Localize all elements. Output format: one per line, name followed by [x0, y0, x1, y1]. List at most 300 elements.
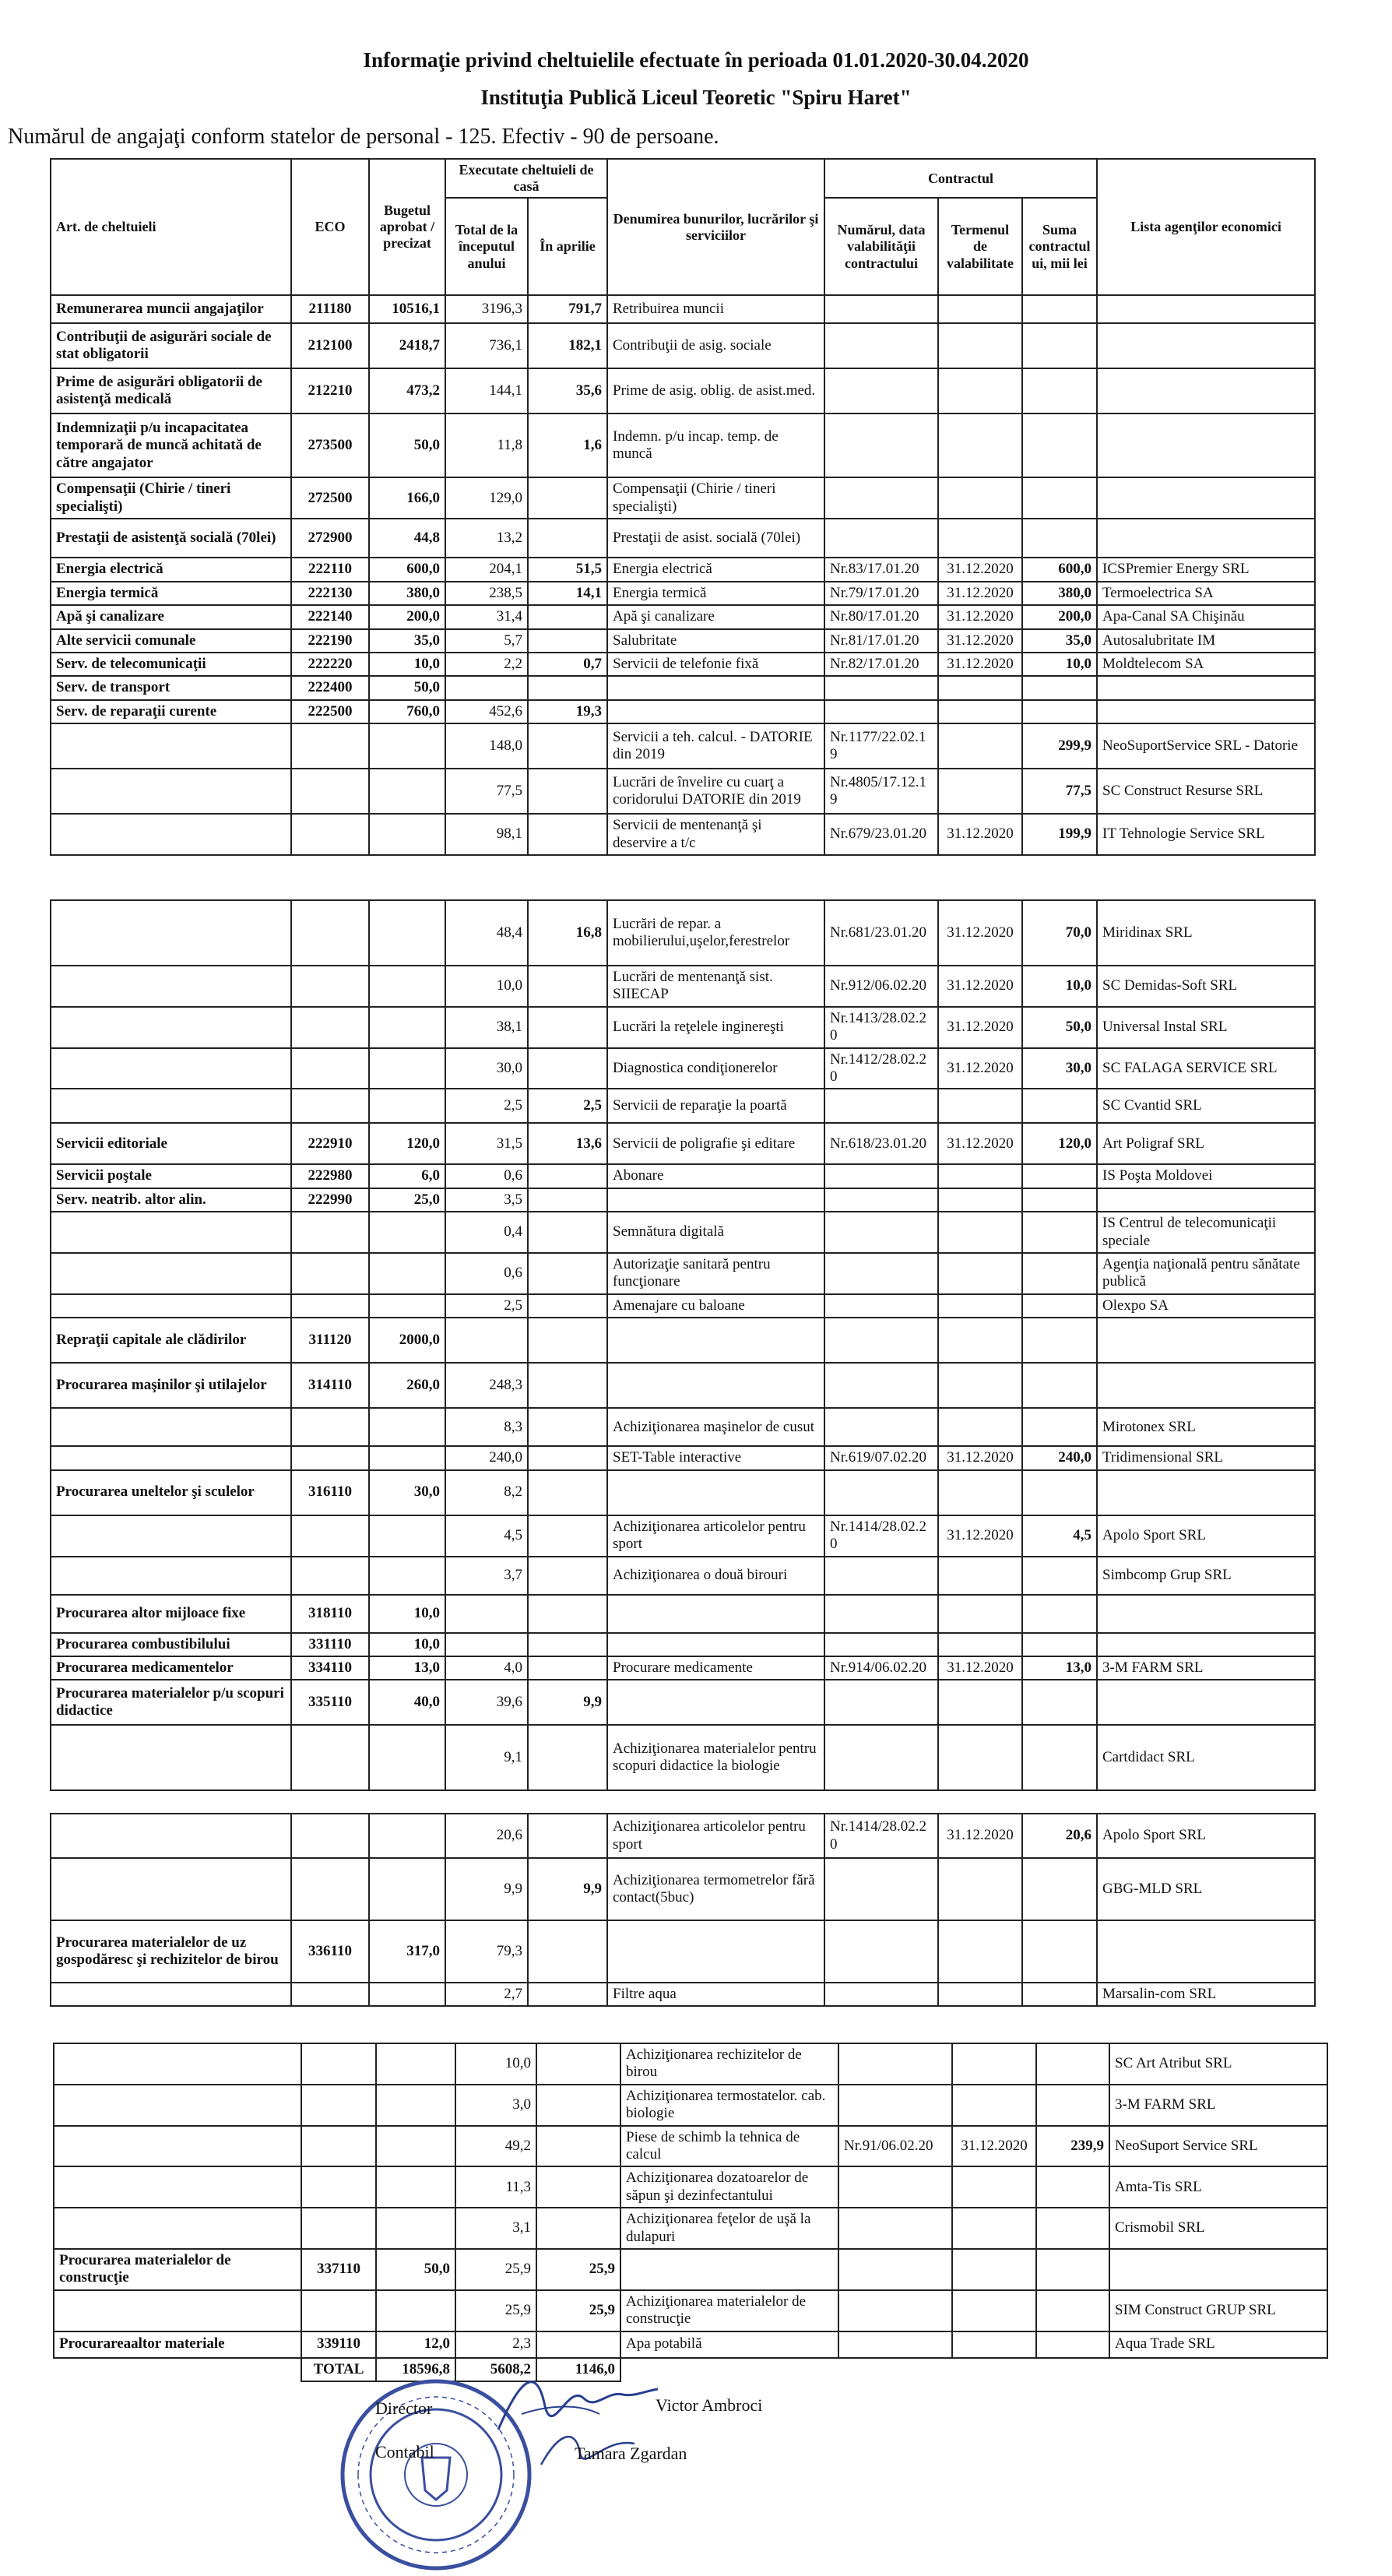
term-cell [952, 2166, 1036, 2208]
table-row [51, 323, 1315, 368]
art-cell: Procurarea altor mijloace fixe [51, 1595, 291, 1633]
goods-cell [607, 1595, 824, 1633]
sum-cell: 200,0 [1022, 605, 1097, 628]
eco-cell [301, 2208, 376, 2249]
art-cell: Prime de asigurări obligatorii de asistenţă medicală [51, 368, 291, 413]
art-cell [51, 1983, 291, 2006]
budget-cell: 10,0 [369, 653, 445, 676]
table-row [51, 1725, 1315, 1790]
goods-cell: Servicii de poligrafie şi editare [607, 1123, 824, 1164]
april-cell [528, 1188, 607, 1212]
goods-cell: Apa potabilă [620, 2331, 838, 2358]
table-row [54, 2166, 1327, 2208]
contract-number-cell [824, 1408, 938, 1446]
agent-cell [1097, 1188, 1315, 1212]
contract-number-cell [824, 413, 938, 477]
executed-total-cell: 5,7 [445, 629, 528, 653]
sum-cell: 600,0 [1022, 558, 1097, 581]
sum-cell [1036, 2331, 1109, 2358]
eco-cell [291, 1212, 369, 1253]
table-row [51, 653, 1315, 676]
table-row [54, 2331, 1327, 2358]
table-row [51, 1363, 1315, 1408]
budget-cell: 760,0 [369, 700, 445, 723]
executed-total-cell: 49,2 [455, 2126, 536, 2167]
executed-total-cell: 98,1 [445, 814, 528, 855]
eco-cell [291, 1725, 369, 1790]
goods-cell: Achiziţionarea articolelor pentru sport [607, 1814, 824, 1858]
term-cell: 31.12.2020 [938, 814, 1022, 855]
april-cell: 13,6 [528, 1123, 607, 1164]
term-cell [938, 1680, 1022, 1725]
budget-cell: 10,0 [369, 1633, 445, 1656]
table-row [51, 1408, 1315, 1446]
term-cell [952, 2085, 1036, 2126]
executed-total-cell: 3,5 [445, 1188, 528, 1212]
art-cell [54, 2085, 301, 2126]
budget-cell [369, 1446, 445, 1469]
budget-cell: 10516,1 [369, 295, 445, 323]
art-cell [51, 1515, 291, 1557]
executed-total-cell: 2,5 [445, 1294, 528, 1318]
art-cell [51, 1858, 291, 1920]
contract-number-cell [824, 1983, 938, 2006]
eco-cell [291, 769, 369, 814]
sum-cell [1022, 1920, 1097, 1983]
executed-total-cell: 9,1 [445, 1725, 528, 1790]
art-cell: Procurarea medicamentelor [51, 1656, 291, 1680]
agent-cell: SC Demidas-Soft SRL [1097, 966, 1315, 1007]
agent-cell: SC Art Atribut SRL [1109, 2043, 1327, 2085]
sum-cell: 10,0 [1022, 966, 1097, 1007]
term-cell [938, 519, 1022, 558]
eco-cell: 331110 [291, 1633, 369, 1656]
term-cell [938, 1294, 1022, 1318]
executed-total-cell: 0,6 [445, 1253, 528, 1294]
document-title: Informaţie privind cheltuielile efectuate în perioada 01.01.2020-30.04.2020 [363, 48, 1029, 72]
budget-cell: 120,0 [369, 1123, 445, 1164]
term-cell [938, 368, 1022, 413]
budget-cell: 40,0 [369, 1680, 445, 1725]
eco-cell: 222980 [291, 1164, 369, 1188]
term-cell [938, 1557, 1022, 1595]
april-cell [528, 1595, 607, 1633]
term-cell [938, 1408, 1022, 1446]
art-cell [51, 900, 291, 966]
contract-number-cell [838, 2043, 952, 2085]
agent-cell: Aqua Trade SRL [1109, 2331, 1327, 2358]
eco-cell: 222400 [291, 676, 369, 699]
col-executed: Executate cheltuieli de casă [445, 159, 607, 198]
goods-cell: Lucrări la reţelele inginereşti [607, 1007, 824, 1048]
april-cell: 1,6 [528, 413, 607, 477]
eco-cell: 222140 [291, 605, 369, 628]
term-cell [952, 2043, 1036, 2085]
goods-cell: Servicii de reparaţie la poartă [607, 1089, 824, 1123]
sum-cell [1036, 2085, 1109, 2126]
budget-cell: 166,0 [369, 477, 445, 519]
sum-cell: 13,0 [1022, 1656, 1097, 1680]
eco-cell: 222500 [291, 700, 369, 723]
april-cell [528, 1814, 607, 1858]
executed-total-cell: 9,9 [445, 1858, 528, 1920]
executed-total-cell: 0,4 [445, 1212, 528, 1253]
contract-number-cell [824, 1470, 938, 1515]
agent-cell [1097, 477, 1315, 519]
contract-number-cell [824, 519, 938, 558]
goods-cell: Servicii a teh. calcul. - DATORIE din 2019 [607, 723, 824, 769]
agent-cell: SC Construct Resurse SRL [1097, 769, 1315, 814]
budget-cell [376, 2126, 455, 2167]
term-cell: 31.12.2020 [938, 1515, 1022, 1557]
goods-cell: Prime de asig. oblig. de asist.med. [607, 368, 824, 413]
eco-cell [291, 1408, 369, 1446]
budget-cell: 317,0 [369, 1920, 445, 1983]
budget-cell [376, 2290, 455, 2331]
goods-cell: Semnătura digitală [607, 1212, 824, 1253]
sum-cell [1022, 1725, 1097, 1790]
goods-cell: Achiziţionarea dozatoarelor de săpun şi dezinfectantului [620, 2166, 838, 2208]
eco-cell: 314110 [291, 1363, 369, 1408]
executed-total-cell: 238,5 [445, 582, 528, 605]
term-cell [938, 723, 1022, 769]
eco-cell: 311120 [291, 1318, 369, 1363]
agent-cell: Marsalin-com SRL [1097, 1983, 1315, 2006]
executed-total-cell: 77,5 [445, 769, 528, 814]
term-cell [938, 700, 1022, 723]
agent-cell: Apa-Canal SA Chişinău [1097, 605, 1315, 628]
goods-cell [607, 1920, 824, 1983]
goods-cell [607, 700, 824, 723]
executed-total-cell: 39,6 [445, 1680, 528, 1725]
sum-cell: 299,9 [1022, 723, 1097, 769]
april-cell [528, 1920, 607, 1983]
budget-cell: 260,0 [369, 1363, 445, 1408]
table-row [51, 723, 1315, 769]
sum-cell: 120,0 [1022, 1123, 1097, 1164]
sum-cell: 20,6 [1022, 1814, 1097, 1858]
contract-number-cell [824, 1363, 938, 1408]
art-cell [51, 1557, 291, 1595]
goods-cell [607, 676, 824, 699]
budget-cell [376, 2043, 455, 2085]
term-cell [938, 413, 1022, 477]
goods-cell: Amenajare cu baloane [607, 1294, 824, 1318]
term-cell [938, 1253, 1022, 1294]
contract-number-cell: Nr.681/23.01.20 [824, 900, 938, 966]
sum-cell [1036, 2166, 1109, 2208]
executed-total-cell: 31,5 [445, 1123, 528, 1164]
executed-total-cell: 0,6 [445, 1164, 528, 1188]
goods-cell: Achiziţionarea articolelor pentru sport [607, 1515, 824, 1557]
goods-cell: Servicii de telefonie fixă [607, 653, 824, 676]
term-cell [938, 1212, 1022, 1253]
sum-cell [1022, 1212, 1097, 1253]
april-cell: 9,9 [528, 1680, 607, 1725]
art-cell [51, 1725, 291, 1790]
sum-cell [1022, 1363, 1097, 1408]
term-cell [938, 1595, 1022, 1633]
budget-cell: 35,0 [369, 629, 445, 653]
art-cell [51, 1048, 291, 1089]
term-cell: 31.12.2020 [938, 582, 1022, 605]
agent-cell: Tridimensional SRL [1097, 1446, 1315, 1469]
executed-total-cell [445, 1318, 528, 1363]
total-executed: 5608,2 [455, 2358, 536, 2381]
eco-cell: 211180 [291, 295, 369, 323]
april-cell: 9,9 [528, 1858, 607, 1920]
agent-cell [1097, 1680, 1315, 1725]
budget-cell: 473,2 [369, 368, 445, 413]
executed-total-cell [445, 1633, 528, 1656]
sum-cell [1022, 676, 1097, 699]
contract-number-cell [824, 700, 938, 723]
table-row [51, 814, 1315, 855]
contract-number-cell [824, 1294, 938, 1318]
table-row [51, 1446, 1315, 1469]
goods-cell: Apă şi canalizare [607, 605, 824, 628]
executed-total-cell: 2,3 [455, 2331, 536, 2358]
term-cell: 31.12.2020 [938, 629, 1022, 653]
contract-number-cell: Nr.1177/22.02.19 [824, 723, 938, 769]
director-name: Victor Ambroci [656, 2395, 763, 2415]
april-cell [528, 1446, 607, 1469]
executed-total-cell: 25,9 [455, 2249, 536, 2290]
goods-cell: Lucrări de învelire cu cuarţ a coridorului DATORIE din 2019 [607, 769, 824, 814]
term-cell [938, 1858, 1022, 1920]
budget-cell [369, 1858, 445, 1920]
agent-cell [1097, 368, 1315, 413]
executed-total-cell: 248,3 [445, 1363, 528, 1408]
col-sum: Suma contractului, mii lei [1022, 198, 1097, 295]
april-cell [528, 477, 607, 519]
executed-total-cell: 79,3 [445, 1920, 528, 1983]
table-row [51, 1253, 1315, 1294]
sum-cell [1022, 1557, 1097, 1595]
executed-total-cell: 25,9 [455, 2290, 536, 2331]
executed-total-cell: 13,2 [445, 519, 528, 558]
eco-cell [291, 1814, 369, 1858]
eco-cell: 316110 [291, 1470, 369, 1515]
contract-number-cell [824, 1318, 938, 1363]
agent-cell: Mirotonex SRL [1097, 1408, 1315, 1446]
executed-total-cell: 4,0 [445, 1656, 528, 1680]
eco-cell: 273500 [291, 413, 369, 477]
art-cell [51, 966, 291, 1007]
executed-total-cell: 2,7 [445, 1983, 528, 2006]
april-cell: 16,8 [528, 900, 607, 966]
art-cell: Procurarea combustibilului [51, 1633, 291, 1656]
april-cell [528, 966, 607, 1007]
table-row [51, 1595, 1315, 1633]
contract-number-cell: Nr.1414/28.02.20 [824, 1814, 938, 1858]
april-cell [528, 1983, 607, 2006]
sum-cell: 70,0 [1022, 900, 1097, 966]
table-row [51, 900, 1315, 966]
eco-cell: 222910 [291, 1123, 369, 1164]
contract-number-cell [824, 1212, 938, 1253]
april-cell [528, 1007, 607, 1048]
table-row [51, 1089, 1315, 1123]
goods-cell: Achiziţionarea termostatelor. cab. biologie [620, 2085, 838, 2126]
budget-cell [369, 723, 445, 769]
term-cell [938, 1318, 1022, 1363]
accountant-label: Contabil [375, 2442, 434, 2462]
budget-cell [369, 1294, 445, 1318]
goods-cell: Salubritate [607, 629, 824, 653]
goods-cell: Achiziţionarea materialelor de construcţie [620, 2290, 838, 2331]
eco-cell [291, 723, 369, 769]
april-cell [528, 1363, 607, 1408]
april-cell [528, 605, 607, 628]
term-cell [952, 2249, 1036, 2290]
art-cell: Procurarea maşinilor şi utilajelor [51, 1363, 291, 1408]
agent-cell: IS Centrul de telecomunicaţii speciale [1097, 1212, 1315, 1253]
april-cell [528, 1048, 607, 1089]
term-cell: 31.12.2020 [938, 1007, 1022, 1048]
contract-number-cell: Nr.83/17.01.20 [824, 558, 938, 581]
agent-cell: IS Poşta Moldovei [1097, 1164, 1315, 1188]
term-cell: 31.12.2020 [938, 1814, 1022, 1858]
term-cell: 31.12.2020 [938, 558, 1022, 581]
agent-cell: Art Poligraf SRL [1097, 1123, 1315, 1164]
budget-cell [369, 814, 445, 855]
contract-number-cell [824, 1089, 938, 1123]
table-row [54, 2126, 1327, 2167]
col-term: Termenul de valabilitate [938, 198, 1022, 295]
executed-total-cell: 31,4 [445, 605, 528, 628]
agent-cell: Autosalubritate IM [1097, 629, 1315, 653]
april-cell [528, 769, 607, 814]
table-row [51, 1212, 1315, 1253]
institution-name: Instituţia Publică Liceul Teoretic "Spiru Haret" [480, 86, 912, 109]
eco-cell [291, 966, 369, 1007]
executed-total-cell: 8,2 [445, 1470, 528, 1515]
contract-number-cell [824, 368, 938, 413]
table-row [54, 2085, 1327, 2126]
art-cell: Energia electrică [51, 558, 291, 581]
april-cell: 182,1 [528, 323, 607, 368]
executed-total-cell: 736,1 [445, 323, 528, 368]
table-row [51, 1048, 1315, 1089]
sum-cell [1022, 519, 1097, 558]
sum-cell [1022, 1983, 1097, 2006]
executed-total-cell [445, 676, 528, 699]
art-cell: Procurarea materialelor de construcţie [54, 2249, 301, 2290]
contract-number-cell [824, 1633, 938, 1656]
agent-cell [1097, 1633, 1315, 1656]
agent-cell: Universal Instal SRL [1097, 1007, 1315, 1048]
eco-cell [291, 1294, 369, 1318]
agent-cell: Cartdidact SRL [1097, 1725, 1315, 1790]
term-cell [938, 477, 1022, 519]
executed-total-cell: 11,3 [455, 2166, 536, 2208]
goods-cell [607, 1318, 824, 1363]
sum-cell [1022, 295, 1097, 323]
april-cell [536, 2126, 620, 2167]
table-row [51, 1007, 1315, 1048]
goods-cell: Autorizaţie sanitară pentru funcţionare [607, 1253, 824, 1294]
table-row [51, 519, 1315, 558]
eco-cell [301, 2043, 376, 2085]
art-cell [51, 769, 291, 814]
term-cell [938, 1633, 1022, 1656]
budget-cell [369, 1212, 445, 1253]
executed-total-cell: 4,5 [445, 1515, 528, 1557]
agent-cell: Agenţia naţională pentru sănătate publică [1097, 1253, 1315, 1294]
sum-cell: 35,0 [1022, 629, 1097, 653]
budget-cell [376, 2085, 455, 2126]
budget-cell [369, 1253, 445, 1294]
contract-number-cell: Nr.914/06.02.20 [824, 1656, 938, 1680]
col-contract-num: Numărul, data valabilităţii contractului [824, 198, 938, 295]
executed-total-cell: 240,0 [445, 1446, 528, 1469]
term-cell [938, 1164, 1022, 1188]
term-cell [952, 2331, 1036, 2358]
agent-cell: NeoSuportService SRL - Datorie [1097, 723, 1315, 769]
contract-number-cell [838, 2249, 952, 2290]
budget-cell: 10,0 [369, 1595, 445, 1633]
contract-number-cell [838, 2331, 952, 2358]
sum-cell [1036, 2290, 1109, 2331]
agent-cell: SC FALAGA SERVICE SRL [1097, 1048, 1315, 1089]
contract-number-cell: Nr.81/17.01.20 [824, 629, 938, 653]
budget-cell: 380,0 [369, 582, 445, 605]
contract-number-cell: Nr.912/06.02.20 [824, 966, 938, 1007]
table-row [51, 676, 1315, 699]
eco-cell: 222130 [291, 582, 369, 605]
art-cell: Servicii poştale [51, 1164, 291, 1188]
april-cell [528, 1212, 607, 1253]
april-cell [528, 1470, 607, 1515]
april-cell [528, 676, 607, 699]
table-row [51, 1188, 1315, 1212]
budget-cell [369, 900, 445, 966]
agent-cell [1097, 1470, 1315, 1515]
goods-cell: Achiziţionarea feţelor de uşă la dulapuri [620, 2208, 838, 2249]
contract-number-cell [824, 477, 938, 519]
director-label: Director [375, 2398, 433, 2418]
agent-cell [1097, 413, 1315, 477]
table-row [51, 1294, 1315, 1318]
eco-cell [291, 814, 369, 855]
sum-cell [1022, 477, 1097, 519]
sum-cell [1022, 1408, 1097, 1446]
contract-number-cell [824, 1858, 938, 1920]
april-cell [528, 1633, 607, 1656]
contract-number-cell: Nr.80/17.01.20 [824, 605, 938, 628]
art-cell: Contribuţii de asigurări sociale de stat obligatorii [51, 323, 291, 368]
eco-cell: 336110 [291, 1920, 369, 1983]
budget-cell [369, 1089, 445, 1123]
agent-cell: Amta-Tis SRL [1109, 2166, 1327, 2208]
term-cell [938, 1363, 1022, 1408]
goods-cell: SET-Table interactive [607, 1446, 824, 1469]
table-row [51, 1680, 1315, 1725]
table-row [51, 1123, 1315, 1164]
agent-cell: Simbcomp Grup SRL [1097, 1557, 1315, 1595]
col-budget: Bugetul aprobat / precizat [369, 159, 445, 295]
agent-cell: Termoelectrica SA [1097, 582, 1315, 605]
goods-cell: Procurare medicamente [607, 1656, 824, 1680]
budget-cell [369, 1515, 445, 1557]
budget-cell [376, 2208, 455, 2249]
goods-cell: Piese de schimb la tehnica de calcul [620, 2126, 838, 2167]
april-cell: 35,6 [528, 368, 607, 413]
contract-number-cell: Nr.91/06.02.20 [838, 2126, 952, 2167]
executed-total-cell: 148,0 [445, 723, 528, 769]
term-cell: 31.12.2020 [938, 653, 1022, 676]
